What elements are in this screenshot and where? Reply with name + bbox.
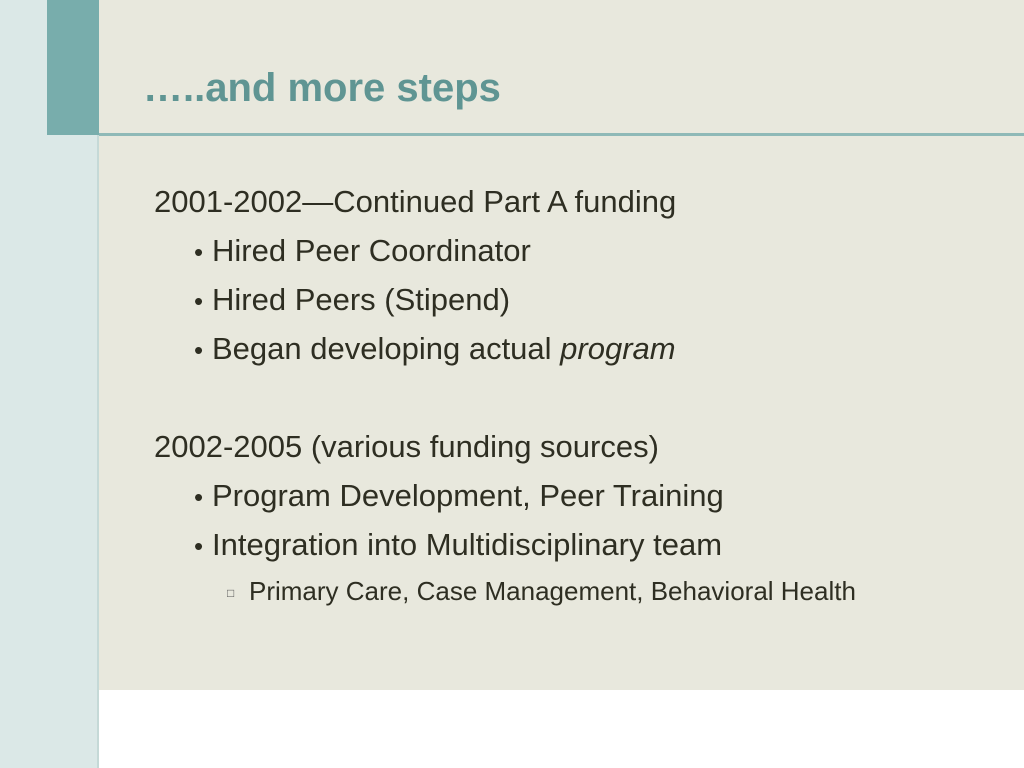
sub-bullet-text: Primary Care, Case Management, Behavioral Health bbox=[249, 576, 856, 606]
bullet-text: Hired Peer Coordinator bbox=[212, 233, 531, 268]
sub-bullet-icon: □ bbox=[227, 585, 235, 600]
section-heading-2002-2005: 2002-2005 (various funding sources) bbox=[154, 429, 659, 464]
bullet-icon: • bbox=[194, 335, 204, 365]
bullet-icon: • bbox=[194, 482, 204, 512]
bullet-icon: • bbox=[194, 237, 204, 267]
bullet-icon: • bbox=[194, 286, 204, 316]
bullet-hired-peer-coordinator bbox=[154, 226, 994, 275]
bullet-icon: • bbox=[194, 531, 204, 561]
bullet-hired-peers-stipend bbox=[154, 275, 994, 324]
slide-body bbox=[154, 177, 994, 612]
title-accent-bar bbox=[47, 0, 99, 135]
bullet-text: Began developing actual bbox=[212, 331, 561, 366]
emphasized-word: program bbox=[560, 331, 676, 366]
bullet-text: Hired Peers (Stipend) bbox=[212, 282, 511, 317]
section-spacer bbox=[154, 373, 994, 422]
bullet-integration-team bbox=[154, 520, 994, 569]
sub-bullet-care-types bbox=[154, 571, 994, 612]
section-heading-2001-2002: 2001-2002—Continued Part A funding bbox=[154, 184, 677, 219]
bullet-text: Program Development, Peer Training bbox=[212, 478, 724, 513]
bullet-program-development bbox=[154, 471, 994, 520]
slide-title: …..and more steps bbox=[143, 66, 501, 110]
bullet-text: Integration into Multidisciplinary team bbox=[212, 527, 723, 562]
bullet-began-developing-program bbox=[154, 324, 994, 373]
